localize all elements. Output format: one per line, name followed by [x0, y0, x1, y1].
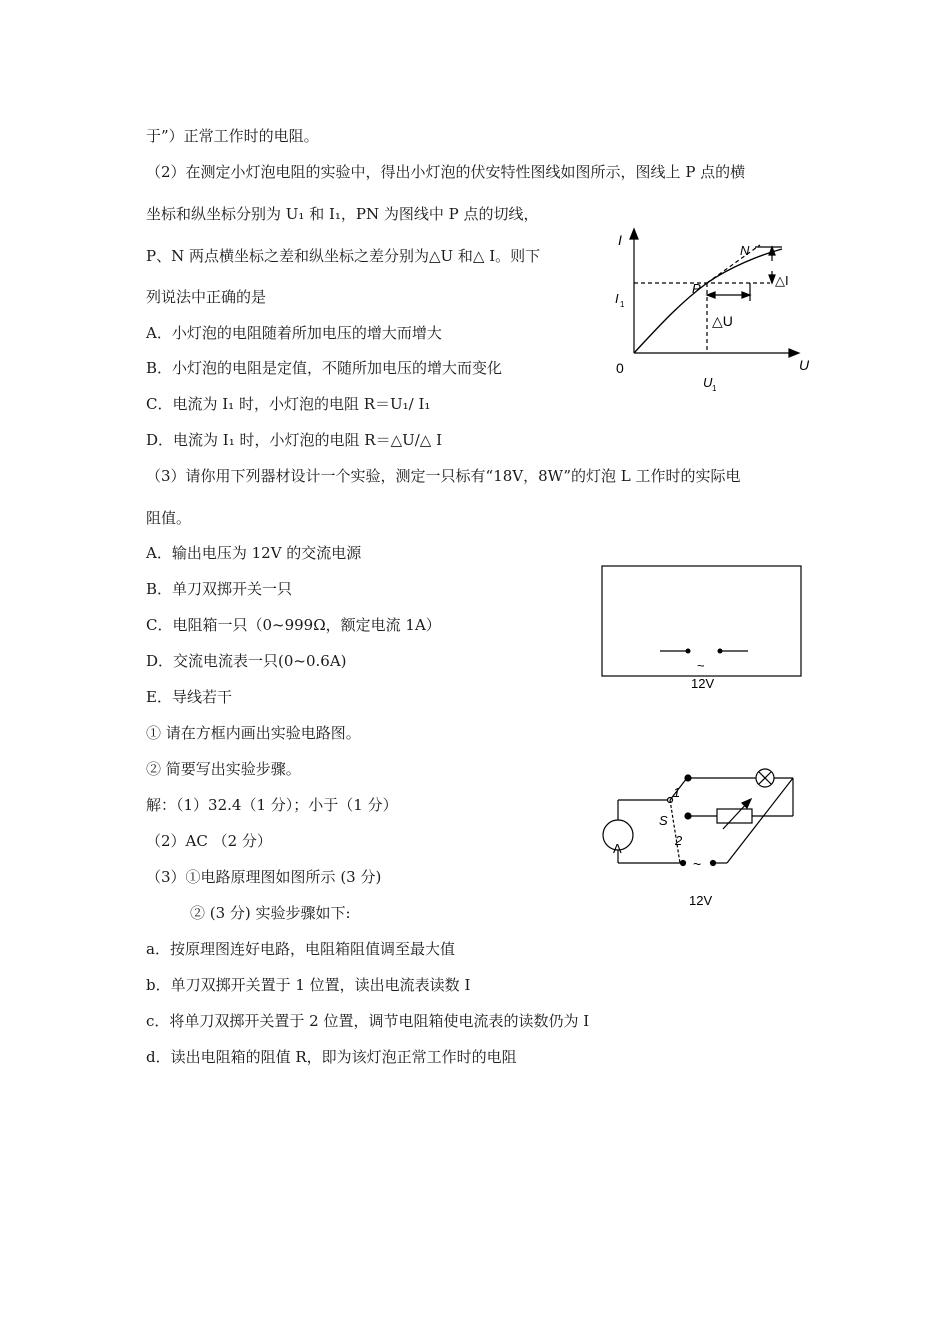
delta-u-label: △U — [712, 313, 733, 329]
text-line: 阻值。 — [146, 509, 192, 527]
answer-3-steps: ② (3 分) 实验步骤如下: — [190, 904, 351, 922]
equipment-b: B．单刀双掷开关一只 — [146, 580, 293, 598]
u-axis-arrow — [789, 349, 799, 357]
origin-label: 0 — [616, 360, 624, 376]
step-d: d．读出电阻箱的阻值 R，即为该灯泡正常工作时的电阻 — [146, 1048, 517, 1066]
text-line: 于”）正常工作时的电阻。 — [146, 127, 319, 145]
u1-subscript: 1 — [712, 384, 717, 393]
task-1: ① 请在方框内画出实验电路图。 — [146, 724, 361, 742]
source-terminal-left — [681, 861, 686, 866]
step-a: a．按原理图连好电路，电阻箱阻值调至最大值 — [146, 940, 455, 958]
delta-i-arrowhead-top — [769, 247, 775, 255]
iu-curve — [634, 249, 782, 353]
delta-u-arrowhead-left — [707, 292, 715, 298]
option-a: A．小灯泡的电阻随着所加电压的增大而增大 — [146, 324, 442, 342]
delta-i-label: △I — [775, 273, 789, 288]
task-2: ② 简要写出实验步骤。 — [146, 760, 301, 778]
i-axis-label: I — [618, 232, 622, 248]
question-2-stem: （2）在测定小灯泡电阻的实验中，得出小灯泡的伏安特性图线如图所示，图线上 P 点的横 — [146, 163, 746, 181]
tangent-line — [707, 245, 760, 283]
text-line: P、N 两点横坐标之差和纵坐标之差分别为△U 和△ I。则下 — [146, 247, 541, 265]
delta-u-arrowhead-right — [742, 292, 750, 298]
question-3-stem: （3）请你用下列器材设计一个实验，测定一只标有“18V，8W”的灯泡 L 工作时的实际电 — [146, 467, 741, 485]
equipment-e: E．导线若干 — [146, 688, 232, 706]
switch-label: S — [659, 813, 668, 828]
text-line: 列说法中正确的是 — [146, 288, 267, 306]
ac-symbol: ~ — [697, 658, 705, 673]
answer-3: （3）①电路原理图如图所示 (3 分) — [146, 868, 382, 886]
voltage-label: 12V — [689, 893, 713, 908]
equipment-c: C．电阻箱一只（0~999Ω，额定电流 1A） — [146, 616, 441, 634]
switch-pos-1-label: 1 — [673, 785, 681, 800]
step-c: c．将单刀双掷开关置于 2 位置，调节电阻箱使电流表的读数仍为 I — [146, 1012, 590, 1030]
switch-path-2 — [670, 800, 680, 863]
answer-2: （2）AC （2 分） — [146, 832, 272, 850]
i1-label: I — [615, 291, 619, 306]
voltage-label: 12V — [691, 676, 715, 691]
step-b: b．单刀双掷开关置于 1 位置，读出电流表读数 I — [146, 976, 471, 994]
equipment-d: D．交流电流表一只(0~0.6A) — [146, 652, 347, 670]
option-c: C．电流为 I₁ 时，小灯泡的电阻 R＝U₁/ I₁ — [146, 395, 431, 413]
answer-1: 解：（1）32.4（1 分）；小于（1 分） — [146, 796, 398, 814]
wire-diagonal — [727, 778, 793, 863]
equipment-a: A．输出电压为 12V 的交流电源 — [146, 544, 362, 562]
option-b: B．小灯泡的电阻是定值，不随所加电压的增大而变化 — [146, 359, 503, 377]
terminal-left — [686, 649, 691, 654]
switch-pos-2-label: 2 — [675, 833, 683, 848]
circuit-box-figure — [596, 560, 811, 695]
source-terminal-right — [711, 861, 716, 866]
i1-subscript: 1 — [620, 300, 625, 309]
text-line: 坐标和纵坐标分别为 U₁ 和 I₁，PN 为图线中 P 点的切线， — [146, 205, 539, 223]
i-axis-arrow — [630, 229, 638, 239]
ac-symbol: ~ — [693, 856, 702, 872]
answer-circuit — [595, 765, 810, 915]
option-d: D．电流为 I₁ 时，小灯泡的电阻 R＝△U/△ I — [146, 431, 443, 449]
u-axis-label: U — [799, 357, 810, 373]
point-n-label: N — [740, 243, 750, 258]
iu-graph — [600, 225, 825, 400]
u1-label: U — [703, 375, 713, 390]
point-p-label: P — [692, 281, 701, 296]
ammeter-label: A — [613, 841, 622, 856]
